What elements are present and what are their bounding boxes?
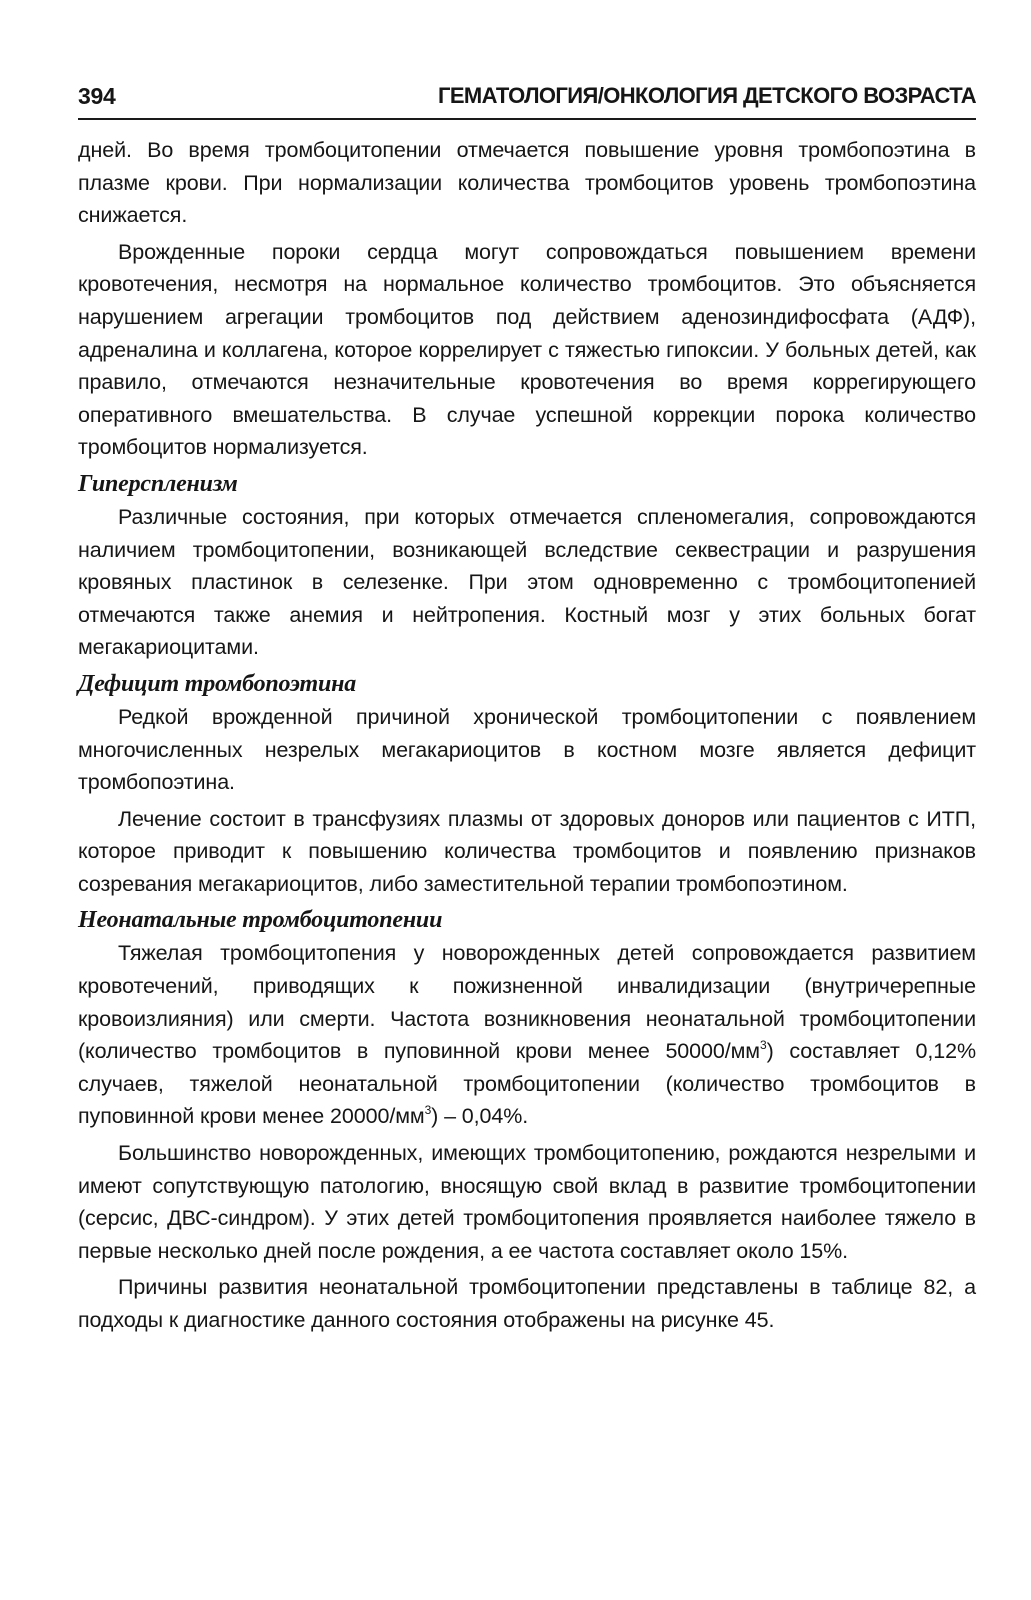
paragraph-neonatal-references: Причины развития неонатальной тромбоцитопении представлены в таблице 82, а подходы к диагностике данного состояния отображены на рисунке 45. — [78, 1275, 976, 1332]
text-run: ) – 0,04%. — [431, 1104, 529, 1129]
superscript: 3 — [424, 1103, 432, 1118]
paragraph-deficit-cause: Редкой врожденной причиной хронической тромбоцитопении с появлением многочисленных незрелых мегакариоцитов в костном мозге является дефицит тромбопоэтина. — [78, 704, 976, 795]
paragraph-deficit-treatment: Лечение состоит в трансфузиях плазмы от здоровых доноров или пациентов с ИТП, которое приводит к повышению количества тромбоцитов и появлению признаков созревания мегакариоцитов, либо заместительной терапии тромбопоэтином. — [78, 806, 976, 896]
text-run: Тяжелая тромбоцитопения у новорожденных детей сопровождается развитием кровотечений, приводящих к пожизненной инвалидизации (внутричерепные кровоизлияния) или смерти. Частота возникновения неонатальной тромбоцитопении (количество тромбоцитов в пуповинной крови менее 50000/мм — [78, 941, 976, 1064]
page-number: 394 — [78, 83, 116, 109]
paragraph-neonatal-prematurity: Большинство новорожденных, имеющих тромбоцитопению, рождаются незрелыми и имеют сопутствующую патологию, вносящую свой вклад в развитие тромбоцитопении (серсис, ДВС-синдром). У этих детей тромбоцитопения проявляется наиболее тяжело в первые несколько дней после рождения, а ее частота составляет около 15%. — [78, 1141, 976, 1263]
section-heading-thrombopoietin-deficit: Дефицит тромбопоэтина — [78, 670, 357, 697]
text-run: ) составляет 0,12% случаев, тяжелой неонатальной тромбоцитопении (количество тромбоцитов в пуповинной крови менее 20000/мм — [78, 1039, 976, 1129]
section-heading-neonatal: Неонатальные тромбоцитопении — [78, 907, 443, 934]
paragraph-continuation: дней. Во время тромбоцитопении отмечается повышение уровня тромбопоэтина в плазме крови. При нормализации количества тромбоцитов уровень тромбопоэтина снижается. — [78, 138, 976, 228]
paragraph-neonatal-frequency — [78, 937, 976, 1133]
page-content — [78, 134, 976, 1337]
paragraph-hypersplenism: Различные состояния, при которых отмечается спленомегалия, сопровождаются наличием тромбоцитопении, возникающей вследствие секвестрации и разрушения кровяных пластинок в селезенке. При этом одновременно с тромбоцитопенией отмечаются также анемия и нейтропения. Костный мозг у этих больных богат мегакариоцитами. — [78, 504, 976, 660]
book-page — [78, 82, 976, 1337]
superscript: 3 — [759, 1038, 767, 1053]
running-head — [78, 82, 976, 120]
running-title: ГЕМАТОЛОГИЯ/ОНКОЛОГИЯ ДЕТСКОГО ВОЗРАСТА — [437, 83, 976, 108]
paragraph-heart-defects: Врожденные пороки сердца могут сопровождаться повышением времени кровотечения, несмотря на нормальное количество тромбоцитов. Это объясняется нарушением агрегации тромбоцитов под действием аденозиндифосфата (АДФ), адреналина и коллагена, которое коррелирует с тяжестью гипоксии. У больных детей, как правило, отмечаются незначительные кровотечения во время коррегирующего оперативного вмешательства. В случае успешной коррекции порока количество тромбоцитов нормализуется. — [78, 239, 976, 460]
section-heading-hypersplenism: Гиперспленизм — [78, 470, 238, 497]
